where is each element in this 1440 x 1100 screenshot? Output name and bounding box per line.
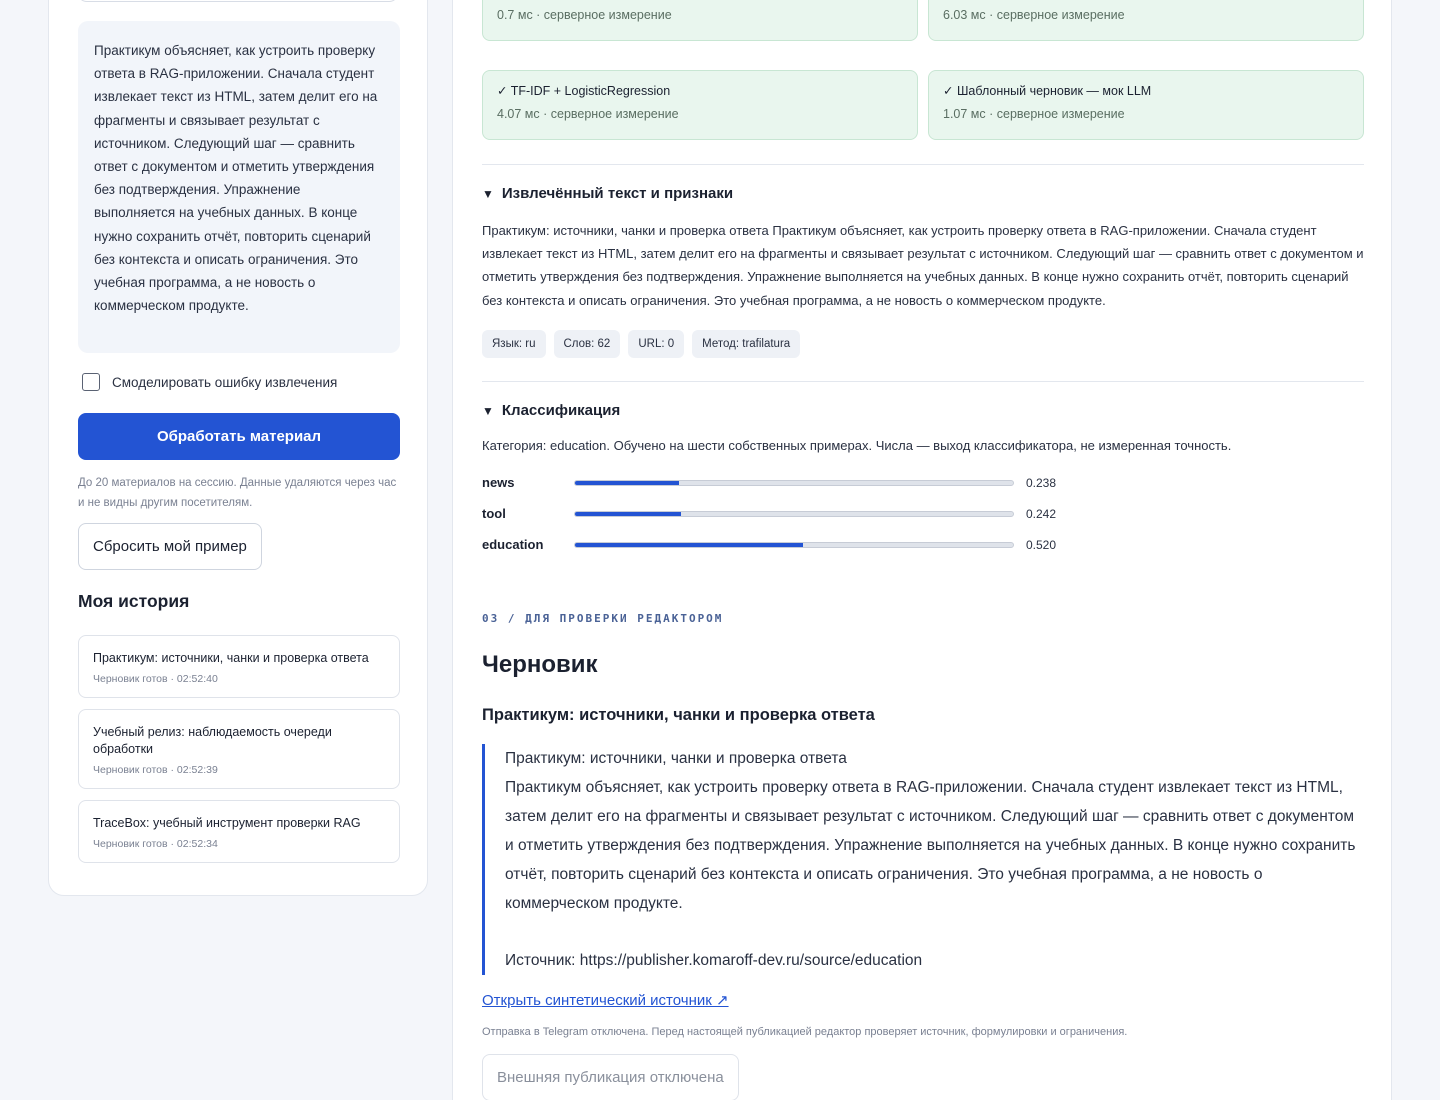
- draft-quote-title: Практикум: источники, чанки и проверка ответа: [505, 750, 847, 767]
- status-card-meta: 0.7 мс · серверное измерение: [497, 8, 672, 22]
- draft-quote-source: Источник: https://publisher.komaroff-dev.ru/source/education: [505, 952, 923, 969]
- history-item-title: Учебный релиз: наблюдаемость очереди обработки: [93, 725, 332, 756]
- score-row-tool: [482, 506, 1056, 521]
- status-card-cleaning: [482, 0, 918, 41]
- triangle-down-icon: ▼: [482, 186, 494, 201]
- badge-language: Язык: ru: [482, 330, 546, 358]
- triangle-down-icon: ▼: [482, 403, 494, 418]
- process-material-button[interactable]: Обработать материал: [78, 413, 400, 460]
- badge-method: Метод: trafilatura: [692, 330, 800, 358]
- history-item[interactable]: [78, 709, 400, 789]
- history-item-title: TraceBox: учебный инструмент проверки RAG: [93, 816, 361, 830]
- score-value: 0.520: [1026, 537, 1057, 552]
- badge-word-count: Слов: 62: [554, 330, 621, 358]
- badge-url-count: URL: 0: [628, 330, 684, 358]
- score-bar-track: [574, 542, 1014, 548]
- score-bar-fill: [575, 543, 803, 547]
- reset-example-button[interactable]: Сбросить мой пример: [78, 523, 262, 570]
- history-title: Моя история: [78, 591, 190, 611]
- status-card-tfidf: [482, 70, 918, 140]
- score-bar-track: [574, 480, 1014, 486]
- score-row-news: [482, 475, 1056, 490]
- status-card-title: ✓ TF-IDF + LogisticRegression: [497, 84, 671, 98]
- score-value: 0.238: [1026, 475, 1057, 490]
- divider: [482, 381, 1364, 382]
- history-list: [78, 635, 400, 874]
- history-item-meta: Черновик готов · 02:52:34: [93, 838, 218, 850]
- section-kicker: 03 / ДЛЯ ПРОВЕРКИ РЕДАКТОРОМ: [482, 612, 724, 625]
- simulate-error-checkbox[interactable]: [82, 373, 100, 391]
- divider: [482, 164, 1364, 165]
- draft-quote-body: Практикум объясняет, как устроить проверку ответа в RAG-приложении. Сначала студент извлекает текст из HTML, затем делит его на фрагменты и связывает результат с источником. Следующий шаг — сравнить ответ с документом и отметить утверждения без подтверждения. Упражнение выполняется на учебных данных. В конце нужно сохранить отчёт, повторить сценарий без контекста и описать ограничения. Это учебная программа, а не новость о коммерческом продукте.: [505, 779, 1356, 912]
- material-text-preview[interactable]: Практикум объясняет, как устроить проверку ответа в RAG-приложении. Сначала студент извлекает текст из HTML, затем делит его на фрагменты и связывает результат с источником. Следующий шаг — сравнить ответ с документом и отметить утверждения без подтверждения. Упражнение выполняется на учебных данных. В конце нужно сохранить отчёт, повторить сценарий без контекста и описать ограничения. Это учебная программа, а не новость о коммерческом продукте.: [78, 21, 400, 353]
- classification-section-heading: Классификация: [501, 402, 621, 419]
- left-panel: [48, 0, 428, 896]
- score-row-education: [482, 537, 1056, 552]
- status-card-title: ✓ Шаблонный черновик — мок LLM: [943, 84, 1152, 98]
- draft-subtitle: Практикум: источники, чанки и проверка ответа: [482, 706, 875, 724]
- extracted-text: Практикум: источники, чанки и проверка ответа Практикум объясняет, как устроить проверку ответа в RAG-приложении. Сначала студент извлекает текст из HTML, затем делит его на фрагменты и связывает результат с источником. Следующий шаг — сравнить ответ с документом и отметить утверждения без подтверждения. Упражнение выполняется на учебных данных. В конце нужно сохранить отчёт, повторить сценарий без контекста и описать ограничения. Это учебная программа, а не новость о коммерческом продукте.: [482, 223, 1364, 308]
- score-value: 0.242: [1026, 506, 1057, 521]
- score-bar-fill: [575, 512, 681, 516]
- results-panel: [452, 0, 1392, 1100]
- status-card-template-draft: [928, 70, 1364, 140]
- score-bar-fill: [575, 481, 679, 485]
- status-card-meta: 6.03 мс · серверное измерение: [943, 8, 1125, 22]
- external-publish-button[interactable]: Внешняя публикация отключена: [482, 1054, 739, 1100]
- session-hint: До 20 материалов на сессию. Данные удаляются через час и не видны другим посетителям.: [78, 477, 397, 509]
- classification-description: Категория: education. Обучено на шести собственных примерах. Числа — выход классификатора, не измеренная точность.: [482, 438, 1232, 453]
- draft-title: Черновик: [482, 651, 598, 678]
- history-item-meta: Черновик готов · 02:52:40: [93, 673, 218, 685]
- history-item[interactable]: [78, 800, 400, 863]
- telegram-note: Отправка в Telegram отключена. Перед настоящей публикацией редактор проверяет источник, формулировки и ограничения.: [482, 1026, 1128, 1038]
- score-label: tool: [482, 506, 506, 521]
- status-card-html-extraction: [928, 0, 1364, 41]
- simulate-error-toggle[interactable]: [82, 373, 337, 391]
- history-item-meta: Черновик готов · 02:52:39: [93, 764, 218, 776]
- extracted-section-toggle[interactable]: [482, 185, 733, 202]
- score-label: news: [482, 475, 515, 490]
- history-item-title: Практикум: источники, чанки и проверка ответа: [93, 651, 369, 665]
- feature-badges: [482, 330, 800, 358]
- simulate-error-label: Смоделировать ошибку извлечения: [112, 374, 338, 390]
- status-card-meta: 1.07 мс · серверное измерение: [943, 107, 1125, 121]
- classification-section-toggle[interactable]: [482, 402, 620, 419]
- score-label: education: [482, 537, 544, 552]
- url-input[interactable]: [77, 0, 399, 2]
- extracted-section-heading: Извлечённый текст и признаки: [501, 185, 734, 202]
- score-bar-track: [574, 511, 1014, 517]
- open-source-link[interactable]: Открыть синтетический источник ↗: [482, 992, 729, 1009]
- history-item[interactable]: [78, 635, 400, 698]
- status-card-meta: 4.07 мс · серверное измерение: [497, 107, 679, 121]
- draft-quote: [482, 744, 1366, 975]
